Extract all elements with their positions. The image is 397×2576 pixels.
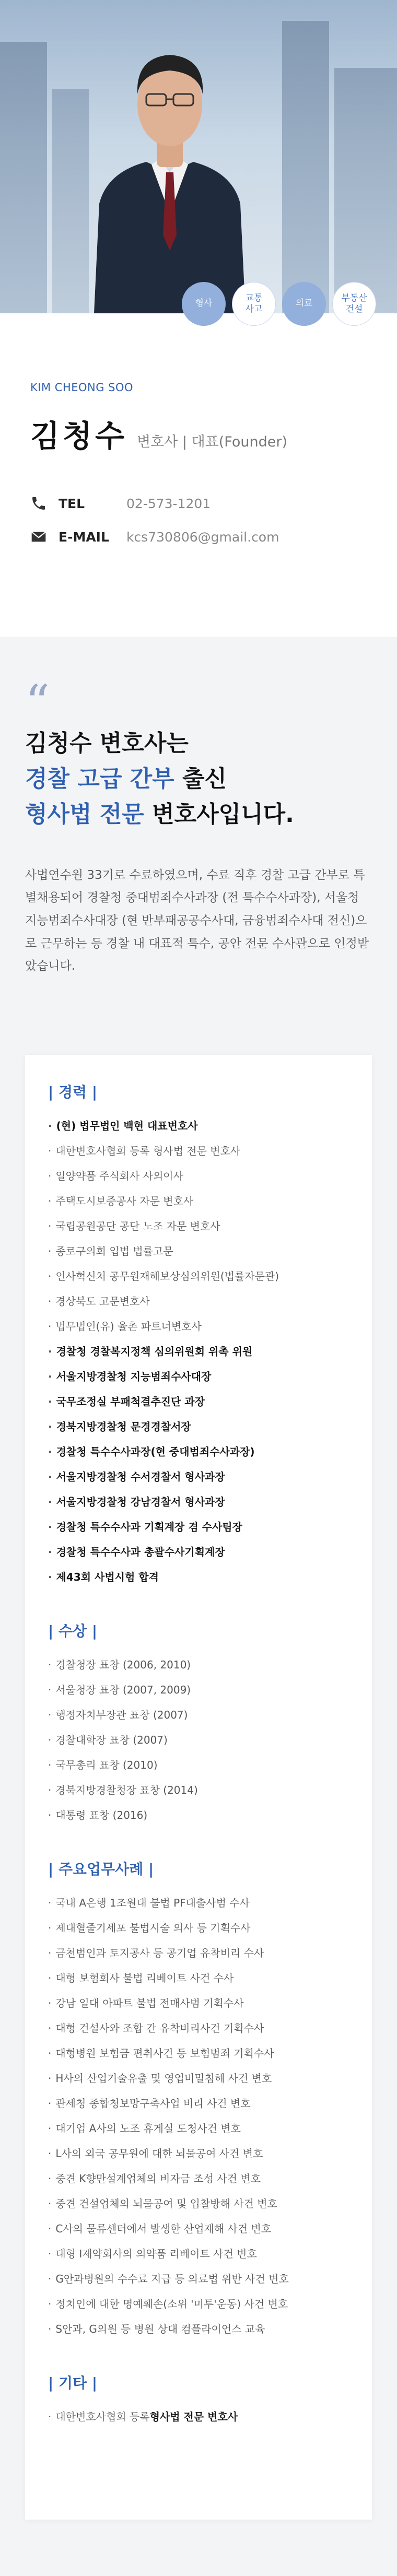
list-item [48, 2216, 349, 2241]
section-title: | 경력 | [48, 1084, 98, 1101]
list-item-text: · 제43회 사법시험 합격 [56, 1571, 159, 1583]
list-item-text: · (현) 법무법인 백현 대표변호사 [56, 1120, 198, 1132]
list-item [48, 1915, 349, 1940]
list-item-text: · L사의 외국 공무원에 대한 뇌물공여 사건 변호 [55, 2147, 263, 2160]
section-title: | 주요업무사례 | [48, 1861, 154, 1878]
list-item [48, 1264, 349, 1289]
section-title: | 기타 | [48, 2374, 98, 2392]
tel-row [30, 487, 367, 520]
list-item-text: · 경북지방경찰청장 표창 (2014) [55, 1784, 198, 1796]
list-item-text: · 대통령 표창 (2016) [55, 1809, 148, 1821]
list-item [48, 1189, 349, 1214]
list-item-text: · 대형 I제약회사의 의약품 리베이트 사건 변호 [55, 2248, 257, 2260]
quote-icon: “ [25, 675, 50, 731]
list-item [48, 1752, 349, 1778]
list-item [48, 2266, 349, 2291]
list-item-text: · 경북지방경찰청 문경경찰서장 [56, 1420, 191, 1433]
list-item-text: · 중견 K향만설계업체의 비자금 조성 사건 변호 [55, 2172, 261, 2185]
cases-list [48, 1890, 349, 2342]
list-item [48, 2116, 349, 2141]
background-building [0, 42, 47, 313]
list-item-text: · 대형 보험회사 불법 리베이트 사건 수사 [55, 1972, 234, 1984]
chip-criminal[interactable] [182, 282, 226, 326]
list-item [48, 2404, 349, 2429]
list-item-text: · 서울청장 표창 (2007, 2009) [55, 1684, 191, 1696]
name-english: KIM CHEONG SOO [30, 381, 134, 394]
chip-medical[interactable] [282, 282, 326, 326]
headline-text: 변호사입니다. [144, 801, 294, 828]
list-item [48, 1991, 349, 2016]
etc-bold: 형사법 전문 변호사 [149, 2410, 238, 2423]
list-item-text: · 경찰청장 표창 (2006, 2010) [55, 1658, 191, 1671]
list-item-text: · 국립공원공단 공단 노조 자문 변호사 [55, 1220, 220, 1232]
list-item [48, 1940, 349, 1966]
list-item-text: · 행정자치부장관 표창 (2007) [55, 1709, 188, 1721]
list-item-text: · 관세청 종합청보망구축사업 비리 사건 변호 [55, 2097, 251, 2110]
hero-banner [0, 0, 397, 313]
list-item [48, 2241, 349, 2266]
list-item [48, 1727, 349, 1752]
list-item [48, 2166, 349, 2191]
list-item-text: · 중견 건설업체의 뇌물공여 및 입찰방해 사건 변호 [55, 2197, 277, 2210]
list-item [48, 1163, 349, 1189]
contact-info [30, 487, 367, 554]
etc-list [48, 2404, 349, 2429]
list-item [48, 1966, 349, 1991]
list-item [48, 1214, 349, 1239]
list-item-text: · 일양약품 주식회사 사외이사 [55, 1170, 183, 1182]
list-item [48, 1890, 349, 1915]
headline-highlight: 형사법 전문 [25, 801, 144, 828]
chip-label: 교통 사고 [245, 292, 263, 314]
list-item-text: · 정치인에 대한 명예훼손(소위 '미투'운동) 사건 변호 [55, 2298, 288, 2310]
specialty-chips [182, 282, 376, 326]
intro-paragraph: 사법연수원 33기로 수료하였으며, 수료 직후 경찰 고급 간부로 특별채용되어 경찰청 중대범죄수사과장 (전 특수수사과장), 서울청 지능범죄수사대장 (현 반부패공공수사대, 금융범죄수사대 전신)으로 근무하는 등 경찰 내 대표적 특수, 공안 전문 수사관으로 인정받았습니다. [25, 868, 369, 973]
list-item-text: · 경찰청 특수수사과 총괄수사기획계장 [56, 1546, 225, 1558]
list-item-text: · 종로구의회 입법 법률고문 [55, 1245, 173, 1257]
list-item [48, 1514, 349, 1539]
list-item [48, 1652, 349, 1677]
list-item-text: · 주택도시보증공사 자문 변호사 [55, 1195, 194, 1207]
headline-line [25, 797, 372, 832]
list-item-text: · 대형 건설사와 조합 간 유착비리사건 기획수사 [55, 2022, 264, 2034]
email-value[interactable]: kcs730806@gmail.com [126, 529, 279, 545]
list-item-text: · 경찰대학장 표창 (2007) [55, 1734, 168, 1746]
list-item [48, 1539, 349, 1565]
list-item-text: · 서울지방경찰청 수서경찰서 형사과장 [56, 1471, 225, 1483]
list-item-text: · 경찰청 특수수사과 기획계장 겸 수사팀장 [56, 1521, 242, 1533]
list-item [48, 2291, 349, 2316]
list-item-text: · H사의 산업기술유출 및 영업비밀침해 사건 변호 [55, 2072, 272, 2085]
list-item-text: · 인사혁신처 공무원재해보상심의위원(법률자문관) [55, 1270, 279, 1283]
list-item [48, 1389, 349, 1414]
headline-line: 김청수 변호사는 [25, 730, 189, 757]
list-item [48, 1138, 349, 1163]
chip-real-estate[interactable] [332, 282, 376, 326]
list-item [48, 1289, 349, 1314]
career-section [48, 1081, 349, 1590]
name-korean: 김청수 [30, 418, 128, 454]
list-item-text: · C사의 물류센터에서 발생한 산업재해 사건 변호 [55, 2222, 272, 2235]
details-card [25, 1055, 372, 2520]
list-item [48, 1565, 349, 1590]
list-item [48, 2191, 349, 2216]
list-item [48, 2091, 349, 2116]
intro-headline [25, 726, 372, 833]
background-building [282, 21, 329, 313]
list-item-text: · 서울지방경찰청 강남경찰서 형사과장 [56, 1496, 225, 1508]
intro-section [0, 637, 397, 1034]
list-item [48, 1113, 349, 1138]
list-item [48, 1778, 349, 1803]
list-item [48, 2041, 349, 2066]
profile-section [0, 313, 397, 637]
list-item-text: · 국무총리 표창 (2010) [55, 1759, 158, 1771]
lawyer-portrait [84, 16, 256, 313]
list-item-text: · 대형병원 보험금 편취사건 등 보험범죄 기획수사 [55, 2047, 274, 2060]
list-item-text: · G안과병원의 수수료 지급 등 의료법 위반 사건 변호 [55, 2273, 289, 2285]
list-item-text: · 강남 일대 아파트 불법 전매사범 기획수사 [55, 1997, 244, 2009]
phone-icon [30, 495, 47, 512]
list-item [48, 2316, 349, 2342]
awards-section [48, 1620, 349, 1828]
etc-prefix: · 대한변호사협회 등록 [55, 2410, 150, 2423]
list-item [48, 2141, 349, 2166]
career-list [48, 1113, 349, 1590]
list-item-text: · 서울지방경찰청 지능범죄수사대장 [56, 1370, 212, 1383]
cases-section [48, 1858, 349, 2342]
etc-section [48, 2372, 349, 2429]
list-item-text: · 대기업 A사의 노조 휴게실 도청사건 변호 [55, 2122, 241, 2135]
chip-traffic[interactable] [232, 282, 276, 326]
email-label: E-MAIL [59, 529, 109, 545]
list-item [48, 1464, 349, 1489]
list-item-text: · S안과, G의원 등 병원 상대 컴플라이언스 교육 [55, 2323, 265, 2335]
list-item-text: · 경상북도 고문변호사 [55, 1295, 150, 1308]
awards-list [48, 1652, 349, 1828]
headline-line [25, 761, 372, 797]
headline-text: 출신 [174, 766, 227, 793]
list-item-text: · 법무법인(유) 율촌 파트너변호사 [55, 1320, 202, 1333]
mail-icon [30, 528, 47, 545]
tel-label: TEL [59, 496, 85, 511]
list-item-text: · 경찰청 경찰복지정책 심의위원회 위촉 위원 [56, 1345, 253, 1358]
list-item-text: · 국내 A은행 1조원대 불법 PF대출사범 수사 [55, 1897, 250, 1909]
list-item [48, 1339, 349, 1364]
list-item-text: · 국무조정실 부패척결추진단 과장 [56, 1395, 205, 1408]
chip-label: 형사 [195, 298, 213, 309]
list-item-text: · 경찰청 특수수사과장(현 중대범죄수사과장) [56, 1445, 255, 1458]
section-title: | 수상 | [48, 1622, 98, 1640]
chip-label: 의료 [295, 298, 313, 309]
list-item [48, 1702, 349, 1727]
list-item [48, 1489, 349, 1514]
job-title: 변호사 | 대표(Founder) [137, 434, 287, 450]
tel-value[interactable]: 02-573-1201 [126, 496, 211, 511]
headline-highlight: 경찰 고급 간부 [25, 766, 174, 793]
email-row [30, 520, 367, 554]
list-item [48, 1414, 349, 1439]
list-item-text: · 대한변호사협회 등록 형사법 전문 변호사 [55, 1145, 241, 1157]
chip-label: 부동산 건설 [341, 292, 367, 314]
list-item-text: · 금천범인과 토지공사 등 공기업 유착비리 수사 [55, 1947, 264, 1959]
list-item [48, 1803, 349, 1828]
background-building [334, 68, 397, 313]
list-item [48, 1439, 349, 1464]
list-item [48, 2016, 349, 2041]
list-item [48, 1364, 349, 1389]
list-item [48, 1314, 349, 1339]
list-item [48, 1239, 349, 1264]
list-item [48, 2066, 349, 2091]
list-item-text: · 제대혈줄기세포 불법시술 의사 등 기획수사 [55, 1922, 251, 1934]
list-item [48, 1677, 349, 1702]
